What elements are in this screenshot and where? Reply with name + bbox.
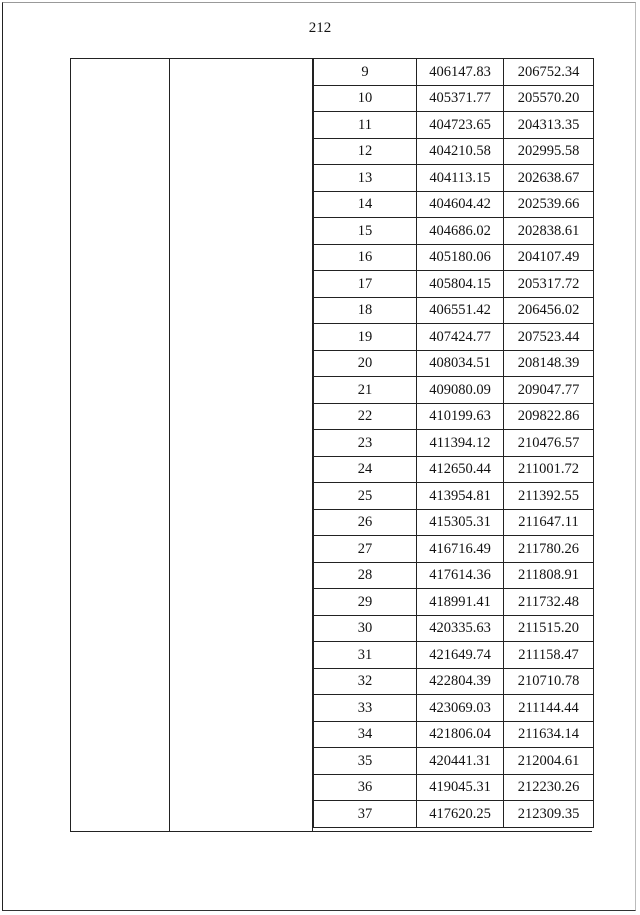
x-coordinate-cell: 406551.42: [417, 297, 504, 324]
x-coordinate-cell: 421806.04: [417, 721, 504, 748]
y-coordinate-cell: 206456.02: [504, 297, 594, 324]
column-divider: [169, 58, 170, 831]
point-number-cell: 16: [314, 244, 417, 271]
x-coordinate-cell: 408034.51: [417, 350, 504, 377]
y-coordinate-cell: 211732.48: [504, 589, 594, 616]
point-number-cell: 24: [314, 456, 417, 483]
x-coordinate-cell: 404210.58: [417, 138, 504, 165]
point-number-cell: 34: [314, 721, 417, 748]
y-coordinate-cell: 208148.39: [504, 350, 594, 377]
point-number-cell: 27: [314, 536, 417, 563]
table-row: [314, 377, 594, 404]
x-coordinate-cell: 413954.81: [417, 483, 504, 510]
point-number-cell: 15: [314, 218, 417, 245]
table-row: [314, 456, 594, 483]
x-coordinate-cell: 407424.77: [417, 324, 504, 351]
y-coordinate-cell: 204107.49: [504, 244, 594, 271]
y-coordinate-cell: 204313.35: [504, 112, 594, 139]
y-coordinate-cell: 211001.72: [504, 456, 594, 483]
table-row: [314, 324, 594, 351]
y-coordinate-cell: 202838.61: [504, 218, 594, 245]
y-coordinate-cell: 211808.91: [504, 562, 594, 589]
y-coordinate-cell: 211392.55: [504, 483, 594, 510]
table-row: [314, 244, 594, 271]
point-number-cell: 20: [314, 350, 417, 377]
point-number-cell: 18: [314, 297, 417, 324]
point-number-cell: 26: [314, 509, 417, 536]
table-row: [314, 748, 594, 775]
point-number-cell: 17: [314, 271, 417, 298]
page-number: 212: [308, 20, 332, 36]
y-coordinate-cell: 212230.26: [504, 774, 594, 801]
coordinates-table: [313, 58, 594, 828]
y-coordinate-cell: 211515.20: [504, 615, 594, 642]
table-row: [314, 350, 594, 377]
table-row: [314, 85, 594, 112]
y-coordinate-cell: 209047.77: [504, 377, 594, 404]
point-number-cell: 32: [314, 668, 417, 695]
y-coordinate-cell: 211780.26: [504, 536, 594, 563]
x-coordinate-cell: 405180.06: [417, 244, 504, 271]
point-number-cell: 13: [314, 165, 417, 192]
y-coordinate-cell: 212004.61: [504, 748, 594, 775]
table-row: [314, 430, 594, 457]
table-row: [314, 403, 594, 430]
point-number-cell: 23: [314, 430, 417, 457]
x-coordinate-cell: 416716.49: [417, 536, 504, 563]
table-top-border: [71, 58, 315, 59]
point-number-cell: 19: [314, 324, 417, 351]
x-coordinate-cell: 410199.63: [417, 403, 504, 430]
x-coordinate-cell: 418991.41: [417, 589, 504, 616]
x-coordinate-cell: 405804.15: [417, 271, 504, 298]
point-number-cell: 11: [314, 112, 417, 139]
y-coordinate-cell: 210710.78: [504, 668, 594, 695]
y-coordinate-cell: 202995.58: [504, 138, 594, 165]
y-coordinate-cell: 207523.44: [504, 324, 594, 351]
x-coordinate-cell: 420335.63: [417, 615, 504, 642]
y-coordinate-cell: 202539.66: [504, 191, 594, 218]
x-coordinate-cell: 404686.02: [417, 218, 504, 245]
x-coordinate-cell: 411394.12: [417, 430, 504, 457]
point-number-cell: 30: [314, 615, 417, 642]
table-row: [314, 562, 594, 589]
point-number-cell: 28: [314, 562, 417, 589]
point-number-cell: 21: [314, 377, 417, 404]
x-coordinate-cell: 419045.31: [417, 774, 504, 801]
x-coordinate-cell: 404723.65: [417, 112, 504, 139]
table-row: [314, 509, 594, 536]
point-number-cell: 22: [314, 403, 417, 430]
table-row: [314, 615, 594, 642]
y-coordinate-cell: 209822.86: [504, 403, 594, 430]
point-number-cell: 33: [314, 695, 417, 722]
x-coordinate-cell: 421649.74: [417, 642, 504, 669]
y-coordinate-cell: 202638.67: [504, 165, 594, 192]
point-number-cell: 29: [314, 589, 417, 616]
table-row: [314, 59, 594, 86]
y-coordinate-cell: 211647.11: [504, 509, 594, 536]
table-row: [314, 138, 594, 165]
table-row: [314, 695, 594, 722]
y-coordinate-cell: 205317.72: [504, 271, 594, 298]
table-row: [314, 112, 594, 139]
point-number-cell: 9: [314, 59, 417, 86]
x-coordinate-cell: 406147.83: [417, 59, 504, 86]
y-coordinate-cell: 206752.34: [504, 59, 594, 86]
table-row: [314, 191, 594, 218]
table-row: [314, 721, 594, 748]
table-row: [314, 668, 594, 695]
y-coordinate-cell: 211634.14: [504, 721, 594, 748]
x-coordinate-cell: 404604.42: [417, 191, 504, 218]
y-coordinate-cell: 211158.47: [504, 642, 594, 669]
table-row: [314, 536, 594, 563]
point-number-cell: 10: [314, 85, 417, 112]
point-number-cell: 35: [314, 748, 417, 775]
table-row: [314, 483, 594, 510]
point-number-cell: 36: [314, 774, 417, 801]
y-coordinate-cell: 212309.35: [504, 801, 594, 828]
table-row: [314, 642, 594, 669]
table-row: [314, 774, 594, 801]
x-coordinate-cell: 420441.31: [417, 748, 504, 775]
table-row: [314, 271, 594, 298]
x-coordinate-cell: 405371.77: [417, 85, 504, 112]
point-number-cell: 14: [314, 191, 417, 218]
table-row: [314, 165, 594, 192]
table-row: [314, 297, 594, 324]
table-row: [314, 801, 594, 828]
x-coordinate-cell: 417614.36: [417, 562, 504, 589]
y-coordinate-cell: 211144.44: [504, 695, 594, 722]
y-coordinate-cell: 205570.20: [504, 85, 594, 112]
point-number-cell: 25: [314, 483, 417, 510]
point-number-cell: 37: [314, 801, 417, 828]
x-coordinate-cell: 409080.09: [417, 377, 504, 404]
x-coordinate-cell: 404113.15: [417, 165, 504, 192]
point-number-cell: 12: [314, 138, 417, 165]
point-number-cell: 31: [314, 642, 417, 669]
table-row: [314, 218, 594, 245]
x-coordinate-cell: 412650.44: [417, 456, 504, 483]
x-coordinate-cell: 422804.39: [417, 668, 504, 695]
coordinates-table-body: [314, 59, 594, 828]
y-coordinate-cell: 210476.57: [504, 430, 594, 457]
table-row: [314, 589, 594, 616]
x-coordinate-cell: 415305.31: [417, 509, 504, 536]
x-coordinate-cell: 423069.03: [417, 695, 504, 722]
x-coordinate-cell: 417620.25: [417, 801, 504, 828]
